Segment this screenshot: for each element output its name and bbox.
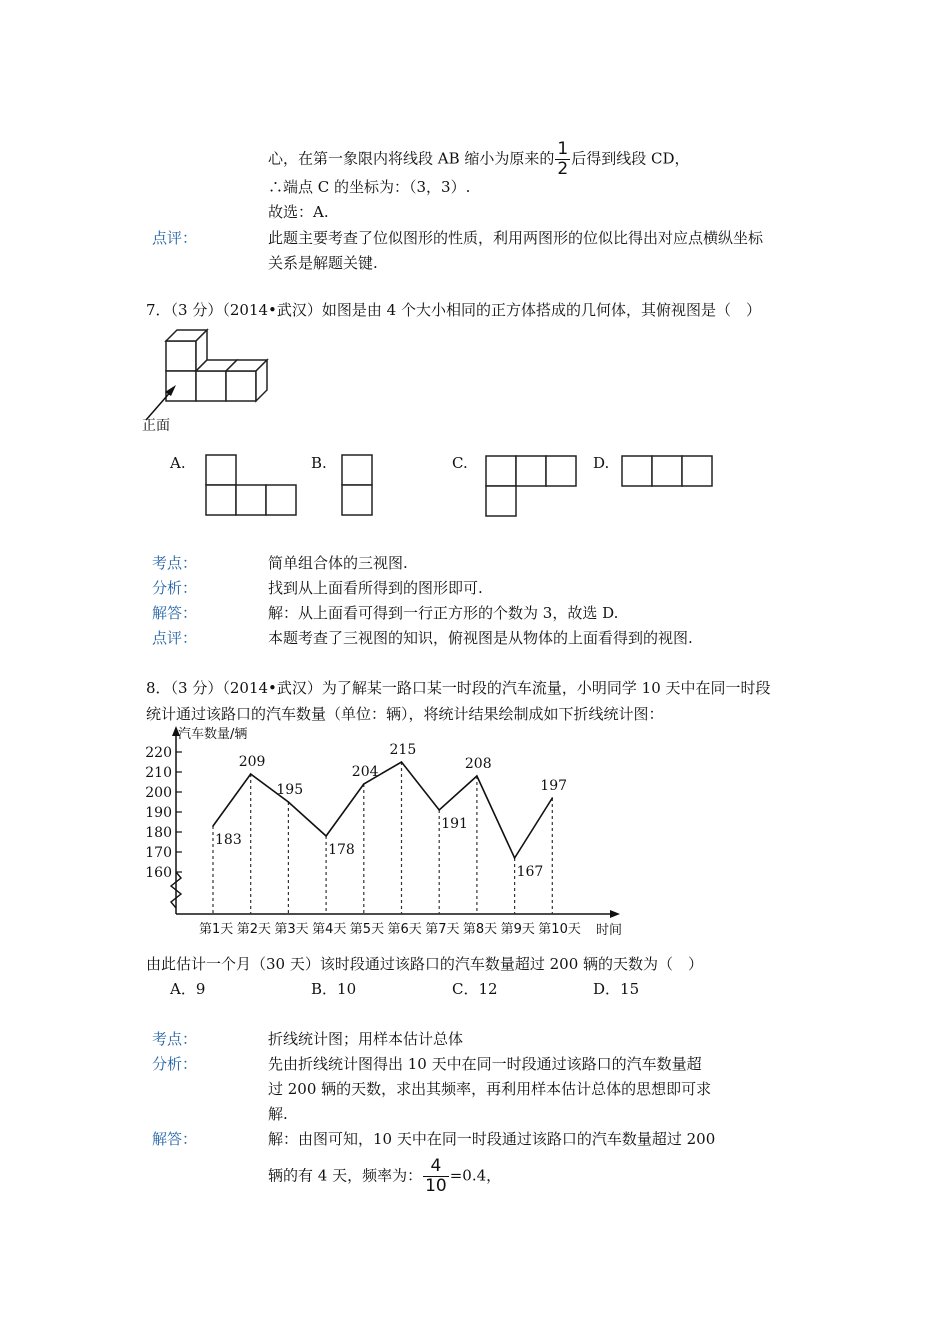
x-tick-label: 第9天 (500, 922, 535, 937)
data-point (476, 775, 478, 777)
data-label: 204 (351, 764, 379, 780)
solution-text: 后得到线段 CD， (571, 149, 690, 168)
data-point (250, 773, 252, 775)
comment-text-2: 关系是解题关键. (268, 254, 378, 272)
q7-fenxi-label: 分析： (152, 579, 198, 597)
x-tick-label: 第7天 (425, 922, 460, 937)
x-tick-label: 第3天 (274, 922, 309, 937)
x-tick-label: 第1天 (199, 922, 234, 937)
q8-stem-2: 统计通过该路口的汽车数量（单位：辆），将统计结果绘制成如下折线统计图： (146, 705, 664, 723)
data-point (552, 797, 554, 799)
x-tick-label: 第10天 (538, 922, 581, 937)
data-label: 197 (540, 778, 568, 794)
x-tick-label: 第6天 (387, 922, 422, 937)
data-label: 209 (238, 754, 266, 770)
q7-option-d-figure[interactable] (621, 455, 715, 489)
data-point (325, 835, 327, 837)
y-tick-label: 160 (145, 865, 172, 881)
cube-face (166, 371, 196, 401)
q8-kaodian-label: 考点： (152, 1030, 198, 1048)
solution-line-3: 故选：A. (268, 203, 329, 221)
q8-jieda-2-text: 辆的有 4 天，频率为： (268, 1166, 423, 1185)
q8-option-a[interactable]: A．9 (170, 980, 206, 998)
data-point (212, 825, 214, 827)
fraction-four-tenths: $\frac{4}{10}$ (425, 1156, 447, 1196)
front-label: 正面 (142, 418, 170, 434)
data-label: 208 (464, 756, 492, 772)
solution-text: 心，在第一象限内将线段 AB 缩小为原来的 (268, 149, 555, 168)
y-tick-label: 210 (145, 765, 172, 781)
q7-dianping-label: 点评： (152, 629, 198, 647)
q8-jieda-label: 解答： (152, 1130, 198, 1148)
y-axis-label: 汽车数量/辆 (178, 727, 248, 742)
y-tick-label: 200 (145, 785, 172, 801)
comment-text-1: 此题主要考查了位似图形的性质，利用两图形的位似比得出对应点横纵坐标 (268, 229, 764, 247)
series-line (213, 762, 552, 858)
solution-line-2: ∴端点 C 的坐标为：（3，3）. (268, 178, 471, 196)
data-label: 215 (389, 742, 417, 758)
x-axis-label: 时间 (596, 923, 623, 938)
x-axis-arrow (610, 910, 620, 918)
cube-face (226, 371, 256, 401)
q8-jieda-2 (268, 1157, 501, 1196)
data-label: 183 (215, 832, 242, 848)
q8-option-c[interactable]: C．12 (452, 980, 498, 998)
q8-fenxi-label: 分析： (152, 1055, 198, 1073)
y-tick-label: 180 (145, 825, 172, 841)
q7-kaodian: 简单组合体的三视图. (268, 554, 408, 572)
q8-jieda-1: 解：由图可知，10 天中在同一时段通过该路口的汽车数量超过 200 (268, 1130, 716, 1148)
x-tick-label: 第2天 (236, 922, 271, 937)
q7-option-b-figure[interactable] (341, 454, 375, 518)
q8-fenxi-1: 先由折线统计图得出 10 天中在同一时段通过该路口的汽车数量超 (268, 1055, 702, 1073)
data-point (363, 783, 365, 785)
data-point (438, 809, 440, 811)
q7-dianping: 本题考查了三视图的知识，俯视图是从物体的上面看得到的视图. (268, 629, 693, 647)
cube-face (166, 341, 196, 371)
solution-line-1 (268, 140, 690, 179)
line-chart (140, 722, 640, 944)
q7-option-b-label[interactable]: B. (311, 454, 327, 472)
y-tick-label: 190 (145, 805, 172, 821)
q8-kaodian: 折线统计图；用样本估计总体 (268, 1030, 464, 1048)
q7-fenxi: 找到从上面看所得到的图形即可. (268, 579, 483, 597)
q8-stem-1: 8．（3 分）（2014•武汉）为了解某一路口某一时段的汽车流量，小明同学 10 天中在同一时段 (146, 679, 771, 697)
data-label: 167 (516, 864, 544, 880)
x-tick-label: 第5天 (349, 922, 385, 937)
q8-option-d[interactable]: D．15 (593, 980, 640, 998)
q8-option-b[interactable]: B．10 (311, 980, 357, 998)
q7-stem: 7．（3 分）（2014•武汉）如图是由 4 个大小相同的正方体搭成的几何体，其俯视图是（ ） (146, 301, 761, 319)
fraction-half: $\frac{1}{2}$ (557, 139, 569, 179)
q7-jieda: 解：从上面看可得到一行正方形的个数为 3，故选 D. (268, 604, 619, 622)
data-label: 191 (441, 816, 468, 832)
q8-fenxi-3: 解. (268, 1105, 288, 1123)
cube-face (196, 371, 226, 401)
data-point (401, 761, 403, 763)
q8-jieda-2-result: =0.4， (449, 1166, 502, 1185)
q8-question: 由此估计一个月（30 天）该时段通过该路口的汽车数量超过 200 辆的天数为（ ） (146, 955, 704, 973)
q7-kaodian-label: 考点： (152, 554, 198, 572)
q7-option-c-label[interactable]: C. (452, 454, 468, 472)
q7-option-c-figure[interactable] (485, 455, 579, 519)
q7-option-a-figure[interactable] (205, 454, 299, 518)
y-tick-label: 220 (145, 745, 172, 761)
data-point (288, 801, 290, 803)
q8-fenxi-2: 过 200 辆的天数，求出其频率，再利用样本估计总体的思想即可求 (268, 1080, 712, 1098)
data-label: 178 (328, 842, 355, 858)
q7-jieda-label: 解答： (152, 604, 198, 622)
x-tick-label: 第4天 (312, 922, 347, 937)
data-label: 195 (276, 782, 304, 798)
comment-label: 点评： (152, 229, 198, 247)
q7-option-a-label[interactable]: A. (170, 454, 186, 472)
data-point (514, 857, 516, 859)
x-tick-label: 第8天 (462, 922, 498, 937)
q7-option-d-label[interactable]: D. (593, 454, 610, 472)
y-tick-label: 170 (145, 845, 172, 861)
